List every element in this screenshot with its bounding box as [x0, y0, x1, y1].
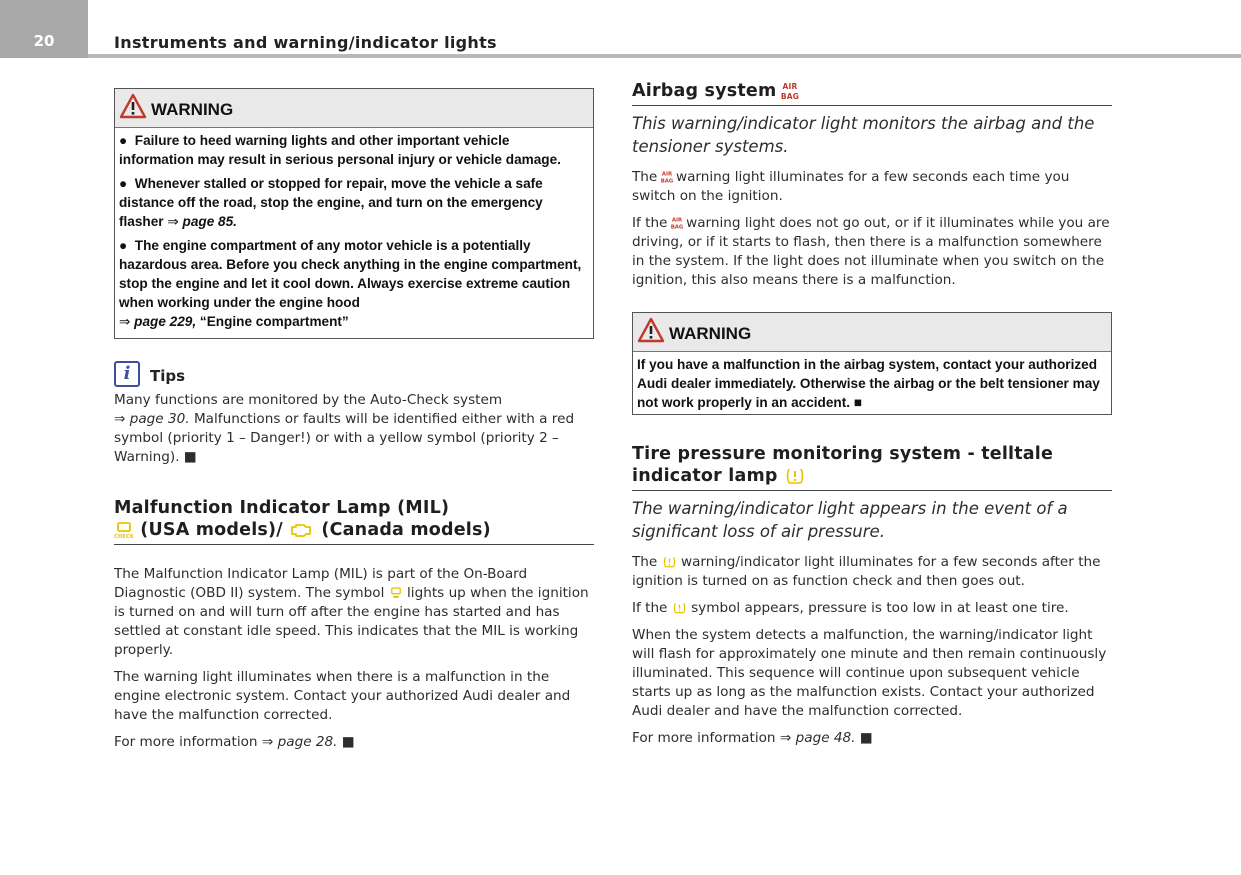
header-rule	[88, 54, 1241, 58]
airbag-p2-part: warning light does not go out, or if it illuminates while you are driving, or if it starts to flash, then there is a malfunction somewhere in the system. If the light does not illuminate when you switch on the ignition, this also means there is a malfunction.	[632, 215, 1110, 288]
page-reference[interactable]: page 28.	[277, 734, 338, 750]
info-icon: i	[114, 361, 140, 387]
airbag-red-icon	[780, 80, 799, 102]
mil-canada-label: (Canada models)	[321, 520, 491, 540]
tire-pressure-yellow-icon	[784, 466, 806, 486]
airbag-paragraph	[632, 214, 1112, 290]
warning-item-text: The engine compartment of any motor vehicle is a potentially hazardous area. Before you check anything in the engine compartment, stop the engine and let it cool down. Always exercise extreme caution when working under the engine hood	[119, 238, 582, 310]
tire-p1-part: warning/indicator light illuminates for a few seconds after the ignition is turned on as function check and then goes out.	[632, 554, 1101, 589]
warning-header	[633, 313, 1111, 352]
mil-usa-label: (USA models)/	[140, 520, 283, 540]
bullet: ●	[119, 238, 128, 253]
warning-label: WARNING	[151, 100, 234, 119]
page-reference[interactable]: page 48.	[795, 730, 856, 746]
tire-p2-part: symbol appears, pressure is too low in at least one tire.	[691, 600, 1069, 616]
page-reference[interactable]: page 229,	[134, 314, 197, 329]
airbag-lead: This warning/indicator light monitors the airbag and the tensioner systems.	[632, 114, 1095, 156]
engine-yellow-icon	[289, 521, 315, 539]
warning-body	[633, 352, 1111, 414]
more-info-text: For more information	[632, 730, 776, 746]
left-column	[114, 80, 594, 752]
mil-title-line1: Malfunction Indicator Lamp (MIL)	[114, 498, 450, 518]
mil-p1-part: lights up when the ignition is turned on and will turn off after the engine has started and has settled at constant idle speed. This indicates that the MIL is working properly.	[114, 585, 589, 658]
tire-title-line2	[632, 465, 1112, 487]
tire-title-text: indicator lamp	[632, 466, 778, 486]
arrow-icon: ⇒	[779, 730, 792, 746]
warning-item-text: If you have a malfunction in the airbag system, contact your authorized Audi dealer immediately. Otherwise the airbag or the belt tensioner may not work properly in an accident.	[637, 357, 1100, 410]
airbag-paragraph	[632, 168, 1112, 206]
check-engine-yellow-icon	[389, 586, 403, 600]
airbag-section-title	[632, 80, 1112, 106]
tire-paragraph	[632, 599, 1112, 618]
tips-text-part: Malfunctions or faults will be identified either with a red symbol (priority 1 – Danger!) or with a yellow symbol (priority 2 – Warning).	[114, 411, 575, 465]
warning-item	[119, 236, 587, 331]
tire-pressure-yellow-icon	[662, 555, 677, 569]
end-mark: ■	[853, 395, 863, 410]
end-mark: ■	[183, 449, 197, 465]
page-reference[interactable]: page 30.	[129, 411, 190, 427]
svg-text:AIR: AIR	[782, 82, 798, 91]
airbag-p1-part: warning light illuminates for a few seconds each time you switch on the ignition.	[632, 169, 1070, 204]
arrow-icon: ⇒	[114, 411, 126, 427]
mil-paragraph: The warning light illuminates when there is a malfunction in the engine electronic system. Contact your authorized Audi dealer and have the malfunction corrected.	[114, 669, 571, 723]
warning-item	[637, 355, 1105, 412]
svg-text:BAG: BAG	[780, 92, 799, 101]
tire-section-title	[632, 443, 1112, 491]
mil-title-line2	[114, 519, 594, 541]
warning-triangle-icon	[637, 317, 665, 343]
bullet: ●	[119, 133, 128, 148]
more-info-text: For more information	[114, 734, 258, 750]
tire-paragraph	[632, 553, 1112, 591]
svg-text:BAG: BAG	[660, 178, 673, 185]
warning-triangle-icon	[119, 93, 147, 119]
warning-item	[119, 131, 587, 169]
mil-paragraph	[114, 565, 594, 660]
warning-item-text: Failure to heed warning lights and other important vehicle information may result in serious personal injury or vehicle damage.	[119, 133, 561, 167]
svg-text:AIR: AIR	[671, 217, 682, 224]
tire-p2-part: If the	[632, 600, 668, 616]
svg-text:BAG: BAG	[670, 224, 684, 231]
tips-text-part: Many functions are monitored by the Auto-Check system	[114, 392, 503, 408]
warning-label: WARNING	[669, 324, 752, 343]
arrow-icon: ⇒	[167, 214, 179, 229]
page-number: 20	[33, 32, 55, 50]
mil-p1-part: The Malfunction Indicator Lamp (MIL) is part of the On-Board Diagnostic (OBD II) system. The symbol	[114, 566, 528, 601]
airbag-title	[632, 80, 1112, 102]
warning-box	[114, 88, 594, 339]
tire-p1-part: The	[632, 554, 658, 570]
tire-lead: The warning/indicator light appears in the event of a significant loss of air pressure.	[632, 499, 1068, 541]
page-title: Instruments and warning/indicator lights	[114, 33, 497, 52]
check-engine-yellow-icon	[114, 520, 134, 540]
section-rule	[114, 544, 594, 545]
mil-more-info	[114, 733, 594, 752]
airbag-p1-part: The	[632, 169, 658, 185]
tips-header	[114, 361, 594, 391]
tire-title-line1: Tire pressure monitoring system - telltale	[632, 444, 1054, 464]
tire-paragraph: When the system detects a malfunction, the warning/indicator light will flash for approximately one minute and then remain continuously illuminated. This sequence will continue upon subsequent vehicle starts up as long as the malfunction exists. Contact your authorized Audi dealer and have the malfunction corrected.	[632, 627, 1107, 719]
warning-body	[115, 128, 593, 338]
warning-item-text: Whenever stalled or stopped for repair, move the vehicle a safe distance off the road, stop the engine, and turn on the emergency flasher	[119, 176, 543, 229]
arrow-icon: ⇒	[261, 734, 274, 750]
tips-text	[114, 391, 594, 467]
section-rule	[632, 490, 1112, 491]
airbag-p2-part: If the	[632, 215, 668, 231]
section-rule	[632, 105, 1112, 106]
warning-header	[115, 89, 593, 128]
warning-box	[632, 312, 1112, 415]
page-reference[interactable]: page 85.	[182, 214, 237, 229]
airbag-red-icon	[672, 215, 682, 231]
arrow-icon: ⇒	[119, 314, 131, 329]
airbag-title-text: Airbag system	[632, 81, 777, 101]
mil-section-title	[114, 497, 594, 545]
page-reference-title: “Engine compartment”	[199, 314, 349, 329]
tips-label: Tips	[150, 367, 186, 385]
tire-pressure-yellow-icon	[672, 601, 687, 615]
bullet: ●	[119, 176, 128, 191]
warning-item	[119, 174, 587, 231]
check-icon-text: CHECK	[114, 534, 134, 540]
end-mark: ■	[341, 734, 355, 750]
right-column	[632, 80, 1112, 748]
tire-more-info	[632, 729, 1112, 748]
end-mark: ■	[859, 730, 873, 746]
svg-text:AIR: AIR	[661, 171, 672, 178]
airbag-red-icon	[662, 169, 672, 185]
